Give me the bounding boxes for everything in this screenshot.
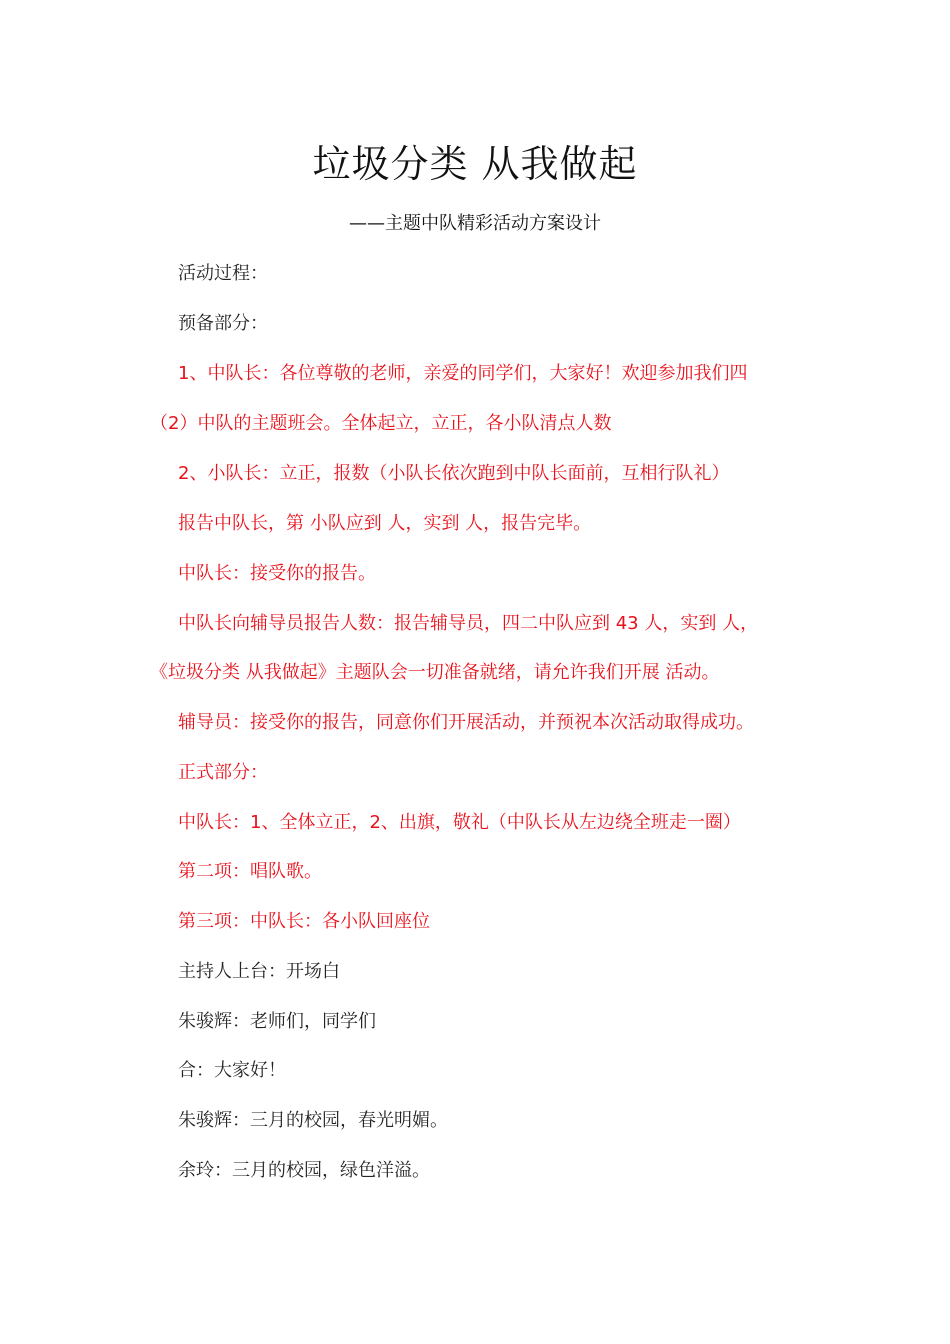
document-subtitle: ——主题中队精彩活动方案设计 [349,213,601,234]
paragraph-line: 第三项：中队长：各小队回座位 [178,911,430,932]
paragraph-line: 报告中队长，第 小队应到 人，实到 人，报告完毕。 [178,513,592,534]
paragraph-line: 正式部分： [178,762,268,783]
paragraph-line: 中队长：1、全体立正，2、出旗，敬礼（中队长从左边绕全班走一圈） [178,812,741,833]
paragraph-line: （2）中队的主题班会。全体起立，立正，各小队清点人数 [150,413,612,434]
paragraph-line: 中队长：接受你的报告。 [178,563,376,584]
paragraph-line: 中队长向辅导员报告人数：报告辅导员，四二中队应到 43 人，实到 人， [178,613,759,634]
paragraph-line: 主持人上台：开场白 [178,961,340,982]
paragraph-line: 辅导员：接受你的报告，同意你们开展活动，并预祝本次活动取得成功。 [178,712,754,733]
paragraph-line: 朱骏辉：老师们，同学们 [178,1011,376,1032]
paragraph-line: 合：大家好！ [178,1060,286,1081]
document-title: 垃圾分类 从我做起 [312,142,638,186]
paragraph-line: 朱骏辉：三月的校园，春光明媚。 [178,1110,448,1131]
paragraph-line: 活动过程： [178,263,268,284]
paragraph-line: 2、小队长：立正，报数（小队长依次跑到中队长面前，互相行队礼） [178,463,730,484]
paragraph-line: 第二项：唱队歌。 [178,861,322,882]
paragraph-line: 余玲：三月的校园，绿色洋溢。 [178,1160,430,1181]
paragraph-line: 预备部分： [178,313,268,334]
paragraph-line: 1、中队长：各位尊敬的老师，亲爱的同学们，大家好！欢迎参加我们四 [178,363,748,384]
paragraph-line: 《垃圾分类 从我做起》主题队会一切准备就绪，请允许我们开展 活动。 [150,662,720,683]
